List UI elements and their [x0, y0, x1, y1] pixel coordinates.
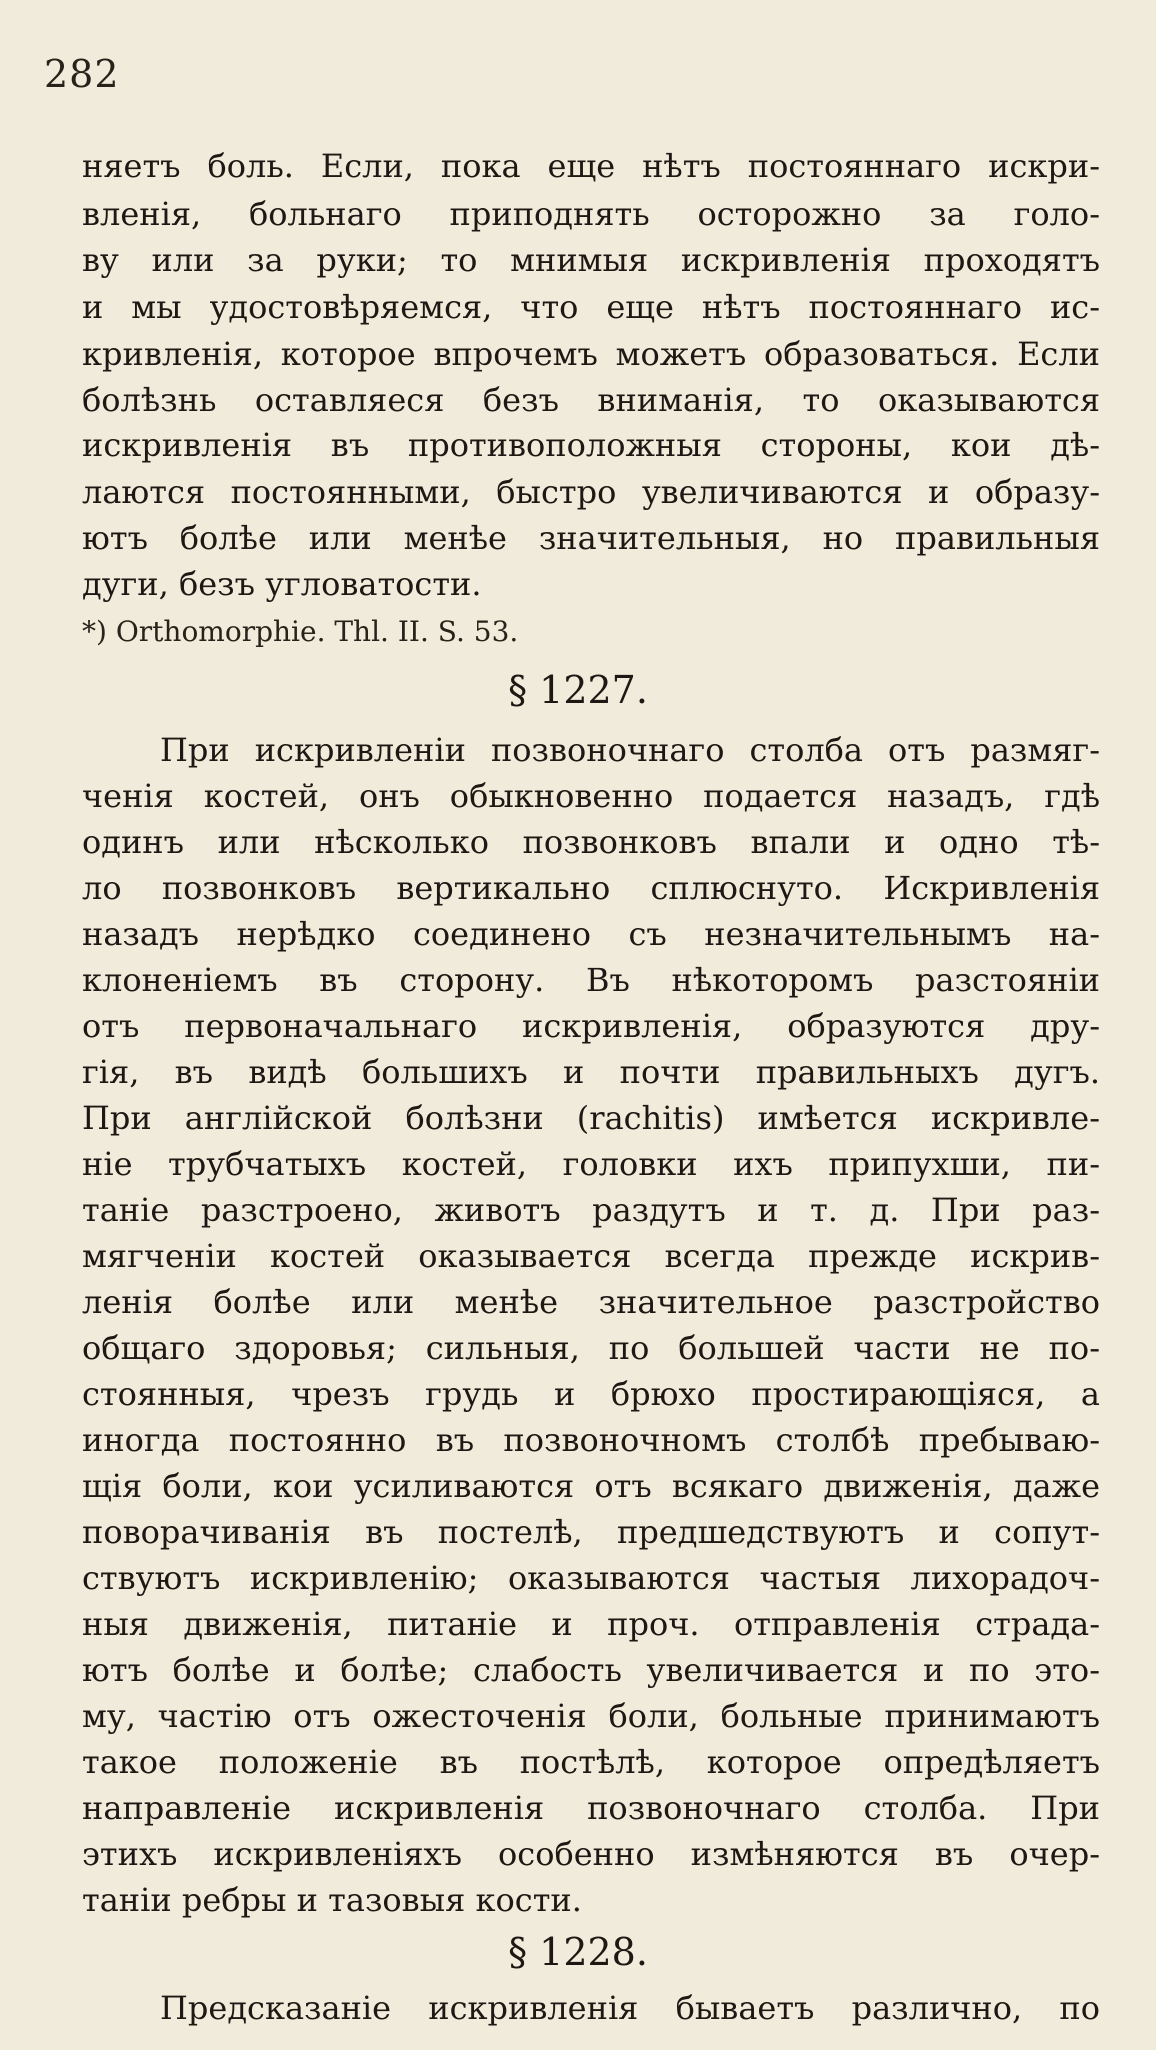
text-line: искривленія въ противоположныя стороны, кои дѣ- [82, 426, 1100, 464]
text-line: ніе трубчатыхъ костей, головки ихъ припухши, пи- [82, 1145, 1100, 1183]
text-line: Предсказаніе искривленія бываетъ различно, по [160, 1989, 1100, 2027]
text-line: такое положеніе въ постѣлѣ, которое опредѣляетъ [82, 1743, 1100, 1781]
text-line: ствуютъ искривленію; оказываются частыя лихорадоч- [82, 1559, 1100, 1597]
text-line: гія, въ видѣ большихъ и почти правильныхъ дугъ. [82, 1053, 1100, 1091]
text-line: ву или за руки; то мнимыя искривленія проходятъ [82, 241, 1100, 279]
text-line: иногда постоянно въ позвоночномъ столбѣ пребываю- [82, 1421, 1100, 1459]
text-line: таніе разстроено, животъ раздутъ и т. д. При раз- [82, 1191, 1100, 1229]
text-line: ло позвонковъ вертикально сплюснуто. Искривленія [82, 869, 1100, 907]
text-line: му, частію отъ ожесточенія боли, больные принимаютъ [82, 1697, 1100, 1735]
text-line: стоянныя, чрезъ грудь и брюхо простирающіяся, а [82, 1375, 1100, 1413]
text-line: дуги, безъ угловатости. [82, 565, 482, 603]
section-heading: § 1227. [508, 668, 648, 712]
text-line: и мы удостовѣряемся, что еще нѣтъ постояннаго ис- [82, 288, 1100, 326]
text-line: мягченіи костей оказывается всегда прежде искрив- [82, 1237, 1100, 1275]
text-line: ныя движенія, питаніе и проч. отправленія страда- [82, 1605, 1100, 1643]
text-line: таніи ребры и тазовыя кости. [82, 1881, 582, 1919]
text-line: лаются постоянными, быстро увеличиваются и образу- [82, 473, 1100, 511]
text-line: кривленія, которое впрочемъ можетъ образоваться. Если [82, 335, 1100, 373]
text-line: При англійской болѣзни (rachitis) имѣется искривле- [82, 1099, 1100, 1137]
text-line: отъ первоначальнаго искривленія, образуются дру- [82, 1007, 1100, 1045]
text-line: этихъ искривленіяхъ особенно измѣняются въ очер- [82, 1835, 1100, 1873]
text-line: поворачиванія въ постелѣ, предшедствуютъ и сопут- [82, 1513, 1100, 1551]
text-line: ленія болѣе или менѣе значительное разстройство [82, 1283, 1100, 1321]
text-line: одинъ или нѣсколько позвонковъ впали и одно тѣ- [82, 823, 1100, 861]
text-line: При искривленіи позвоночнаго столба отъ размяг- [160, 731, 1100, 769]
text-line: ченія костей, онъ обыкновенно подается назадъ, гдѣ [82, 777, 1100, 815]
text-line: общаго здоровья; сильныя, по большей части не по- [82, 1329, 1100, 1367]
text-line: ютъ болѣе и болѣе; слабость увеличивается и по это- [82, 1651, 1100, 1689]
section-heading: § 1228. [508, 1930, 648, 1974]
text-line: ютъ болѣе или менѣе значительныя, но правильныя [82, 519, 1100, 557]
text-line: няетъ боль. Если, пока еще нѣтъ постояннаго искри- [82, 147, 1100, 185]
text-line: клоненіемъ въ сторону. Въ нѣкоторомъ разстояніи [82, 961, 1100, 999]
footnote: *) Orthomorphie. Thl. II. S. 53. [82, 615, 519, 648]
text-line: назадъ нерѣдко соединено съ незначительнымъ на- [82, 915, 1100, 953]
text-line: щія боли, кои усиливаются отъ всякаго движенія, даже [82, 1467, 1100, 1505]
text-line: направленіе искривленія позвоночнаго столба. При [82, 1789, 1100, 1827]
page-number: 282 [44, 52, 120, 96]
text-line: болѣзнь оставляеся безъ вниманія, то оказываются [82, 381, 1100, 419]
text-line: вленія, больнаго приподнять осторожно за голо- [82, 195, 1100, 233]
